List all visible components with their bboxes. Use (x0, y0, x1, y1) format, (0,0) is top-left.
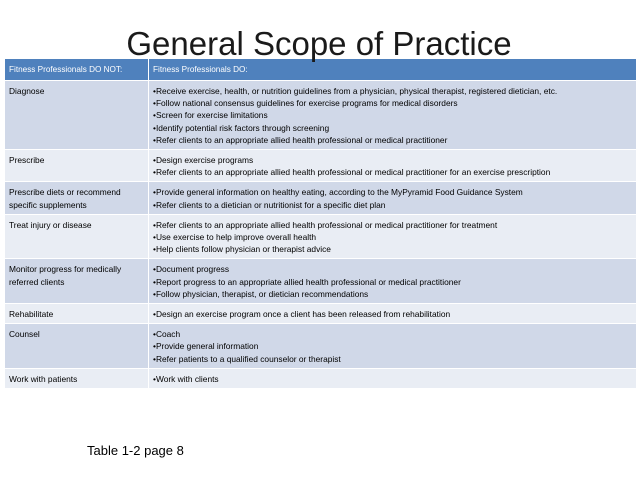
list-item-text: Receive exercise, health, or nutrition guidelines from a physician, physical therapist, registered dietician, etc. (155, 86, 558, 96)
do-list (153, 219, 632, 256)
do-not-cell: Monitor progress for medically referred clients (5, 259, 149, 304)
list-item-text: Use exercise to help improve overall health (155, 232, 317, 243)
do-cell (149, 324, 637, 369)
list-item-text: Follow national consensus guidelines for exercise programs for medical disorders (155, 98, 458, 109)
table-body (5, 81, 637, 389)
do-list (153, 373, 632, 385)
list-item (153, 288, 632, 300)
do-list (153, 186, 632, 210)
do-not-cell: Counsel (5, 324, 149, 369)
scope-table (4, 58, 637, 389)
list-item (153, 328, 632, 340)
header-do-not: Fitness Professionals DO NOT: (5, 59, 149, 81)
list-item-text: Document progress (155, 264, 230, 275)
do-not-cell: Treat injury or disease (5, 214, 149, 259)
do-cell (149, 304, 637, 324)
do-list (153, 263, 632, 300)
table-row (5, 150, 637, 182)
list-item (153, 134, 632, 146)
list-item (153, 308, 632, 320)
table-row (5, 259, 637, 304)
list-item-text: Identify potential risk factors through screening (155, 122, 330, 133)
list-item (153, 353, 632, 365)
table-row (5, 324, 637, 369)
do-not-cell: Rehabilitate (5, 304, 149, 324)
do-cell (149, 81, 637, 150)
list-item-text: Refer clients to an appropriate allied health professional or medical practitioner for treatment (155, 219, 498, 230)
header-do: Fitness Professionals DO: (149, 59, 637, 81)
list-item (153, 243, 632, 255)
do-cell (149, 259, 637, 304)
list-item (153, 166, 632, 178)
list-item (153, 373, 632, 385)
table-row (5, 214, 637, 259)
list-item-text: Refer clients to an appropriate allied health professional or medical practitioner for an exercise prescription (155, 167, 551, 178)
do-cell (149, 368, 637, 388)
list-item (153, 340, 632, 352)
list-item-text: Help clients follow physician or therapist advice (155, 244, 331, 255)
list-item-text: Provide general information on healthy eating, according to the MyPyramid Food Guidance System (155, 187, 523, 198)
do-cell (149, 214, 637, 259)
list-item-text: Follow physician, therapist, or dietician recommendations (155, 288, 369, 299)
list-item-text: Coach (155, 329, 181, 340)
list-item (153, 219, 632, 231)
list-item-text: Screen for exercise limitations (155, 110, 268, 121)
list-item (153, 154, 632, 166)
list-item-text: Provide general information (155, 341, 259, 352)
list-item (153, 85, 632, 97)
table-row (5, 182, 637, 214)
page-title: General Scope of Practice (126, 25, 512, 62)
list-item (153, 231, 632, 243)
list-item (153, 122, 632, 134)
do-list (153, 328, 632, 365)
do-list (153, 85, 632, 146)
table-row (5, 368, 637, 388)
list-item-text: Report progress to an appropriate allied health professional or medical practitioner (155, 276, 461, 287)
list-item-text: Refer clients to an appropriate allied health professional or medical practitioner (155, 134, 448, 145)
list-item (153, 109, 632, 121)
do-cell (149, 182, 637, 214)
list-item (153, 276, 632, 288)
table-row (5, 81, 637, 150)
list-item (153, 97, 632, 109)
table-caption: Table 1-2 page 8 (87, 443, 184, 458)
list-item-text: Work with clients (155, 373, 219, 384)
list-item (153, 186, 632, 198)
do-not-cell: Diagnose (5, 81, 149, 150)
do-list (153, 154, 632, 178)
list-item-text: Refer clients to a dietician or nutritionist for a specific diet plan (155, 199, 386, 210)
table-row (5, 304, 637, 324)
list-item-text: Design an exercise program once a client has been released from rehabilitation (155, 309, 451, 320)
list-item-text: Design exercise programs (155, 155, 254, 166)
do-not-cell: Prescribe (5, 150, 149, 182)
list-item-text: Refer patients to a qualified counselor or therapist (155, 353, 341, 364)
list-item (153, 263, 632, 275)
list-item (153, 199, 632, 211)
do-not-cell: Prescribe diets or recommend specific supplements (5, 182, 149, 214)
do-not-cell: Work with patients (5, 368, 149, 388)
do-cell (149, 150, 637, 182)
do-list (153, 308, 632, 320)
